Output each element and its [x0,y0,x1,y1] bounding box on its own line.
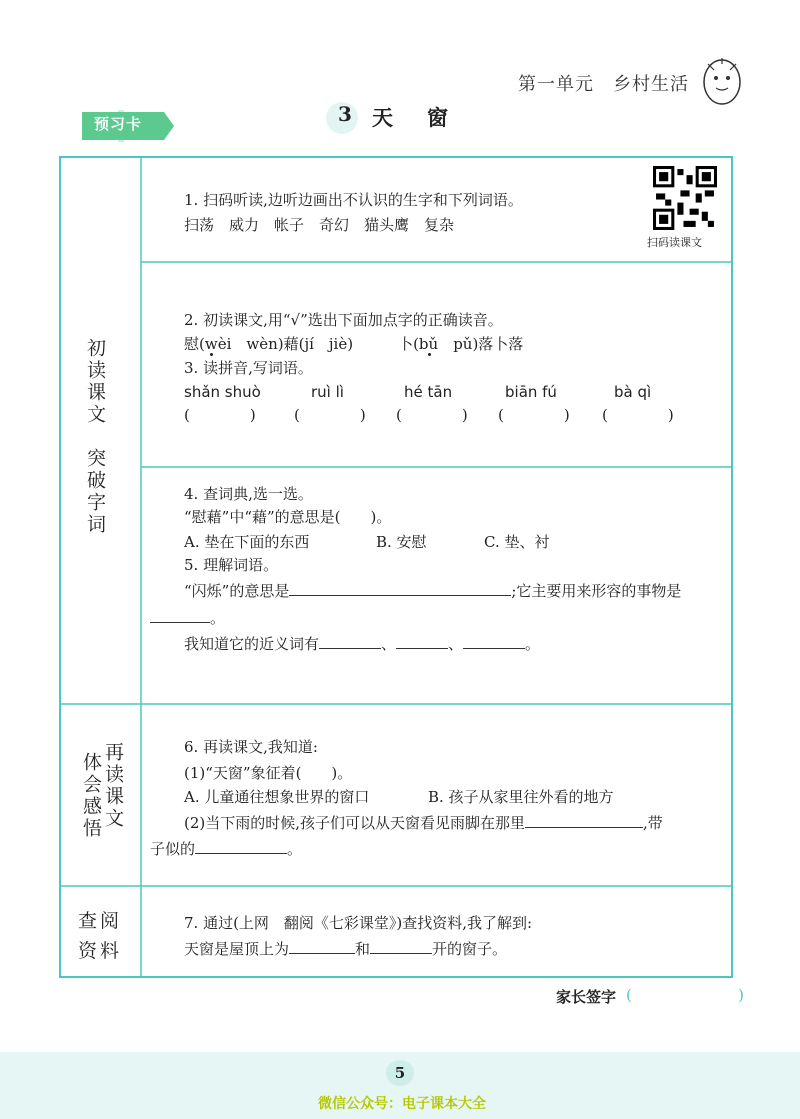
q6-sub2-b: ,带 [643,814,663,832]
q6-sub2-d: 。 [287,840,303,858]
q3-pinyin: bà qì [614,383,652,401]
q5-sep: 、 [381,635,397,653]
page-number: 5 [386,1060,414,1086]
section-label-1: 初读课文 突破字词 [84,338,106,536]
q4-question: “慰藉”中“藉”的意思是( )。 [184,508,392,526]
emphasis-dot [428,353,431,356]
q3-pinyin: shǎn shuò [184,383,261,401]
q3-answer-bracket[interactable]: ( ) [184,406,256,424]
parent-signature-field[interactable] [626,986,744,1006]
q6-blank-2[interactable] [195,839,287,854]
q4-option-b[interactable]: B. 安慰 [376,533,427,551]
q6-blank-1[interactable] [525,813,643,828]
q5-line1 [184,580,681,601]
q7-prompt: 7. 通过(上网 翻阅《七彩课堂》)查找资料,我了解到: [184,914,533,932]
q4-option-a[interactable]: A. 垫在下面的东西 [184,533,310,551]
q6-option-b[interactable]: B. 孩子从家里往外看的地方 [428,788,614,806]
q6-sub2-line1 [184,812,663,833]
q7-line [184,938,507,959]
q4-option-c[interactable]: C. 垫、衬 [484,533,550,551]
q5-line1-a: “闪烁”的意思是 [184,582,290,600]
q5-blank-synonym[interactable] [319,634,381,649]
q5-line2-end: 。 [210,609,226,627]
q3-pinyin: biān fú [505,383,557,401]
signature-close-paren: ) [738,986,744,1004]
q1-prompt: 1. 扫码听读,边听边画出不认识的生字和下列词语。 [184,191,523,209]
card-label: 预习卡 [94,115,143,133]
q2-prompt: 2. 初读课文,用“√”选出下面加点字的正确读音。 [184,311,503,329]
q3-pinyin: hé tān [404,383,453,401]
q5-line3 [184,633,540,654]
qr-code[interactable] [653,166,717,230]
q6-sub1: (1)“天窗”象征着( )。 [184,764,353,782]
lesson-number: 3 [338,102,352,126]
q7-line-b: 和 [355,940,371,958]
q6-prompt: 6. 再读课文,我知道: [184,738,318,756]
footer-account-text: 微信公众号：电子课本大全 [318,1096,486,1112]
emphasis-dot [210,353,213,356]
q5-line3-a: 我知道它的近义词有 [184,635,320,653]
q7-blank-1[interactable] [289,939,355,954]
q5-prompt: 5. 理解词语。 [184,556,279,574]
q5-line2 [150,607,225,628]
q3-answer-bracket[interactable]: ( ) [498,406,570,424]
q3-pinyin: ruì lì [311,383,344,401]
q2-line: 慰(wèi wèn)藉(jí jiè) 卜(bǔ pǔ)落卜落 [184,335,524,353]
section-label-3: 查阅资料 [78,910,123,962]
q7-line-c: 开的窗子。 [432,940,508,958]
q3-answer-bracket[interactable]: ( ) [396,406,468,424]
q5-blank-synonym[interactable] [463,634,525,649]
q5-blank-meaning[interactable] [289,581,511,596]
q1-words: 扫荡 威力 帐子 奇幻 猫头鹰 复杂 [184,216,455,234]
q7-line-a: 天窗是屋顶上为 [184,940,290,958]
q5-line1-b: ;它主要用来形容的事物是 [511,582,682,600]
parent-signature-label: 家长签字 [556,988,617,1006]
q6-option-a[interactable]: A. 儿童通往想象世界的窗口 [184,788,370,806]
section-label-2b: 体会感悟 [80,752,102,840]
q5-blank-synonym[interactable] [396,634,448,649]
q3-answer-bracket[interactable]: ( ) [294,406,366,424]
q6-sub2-a: (2)当下雨的时候,孩子们可以从天窗看见雨脚在那里 [184,814,526,832]
section-label-2a: 再读课文 [102,742,124,830]
unit-header: 第一单元 乡村生活 [518,74,689,95]
q5-end: 。 [525,635,541,653]
q6-sub2-line2 [150,838,302,859]
q6-sub2-c: 子似的 [150,840,196,858]
q7-blank-2[interactable] [370,939,432,954]
signature-open-paren: ( [626,986,632,1004]
q5-sep: 、 [448,635,464,653]
q3-answer-bracket[interactable]: ( ) [602,406,674,424]
q5-blank-object[interactable] [150,608,210,623]
qr-caption: 扫码读课文 [647,236,702,249]
q4-prompt: 4. 查词典,选一选。 [184,485,313,503]
q3-prompt: 3. 读拼音,写词语。 [184,359,313,377]
lesson-title: 天窗 [372,105,482,130]
